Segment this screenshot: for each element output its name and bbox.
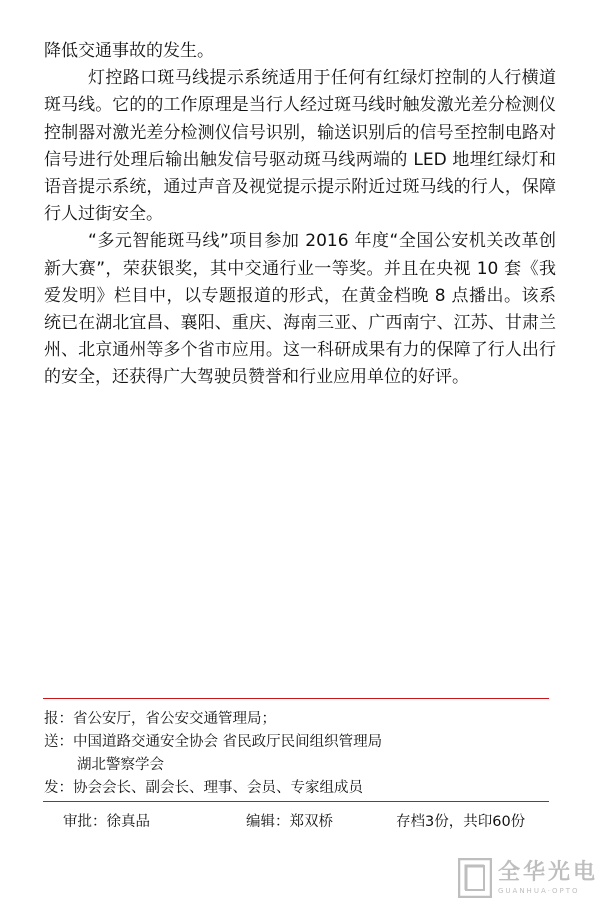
top-divider [43, 698, 549, 699]
approver: 审批：徐真品 [63, 814, 150, 830]
watermark [458, 858, 598, 898]
distribution-list [44, 708, 550, 800]
issue-to-line: 发：协会会长、副会长、理事、会员、专家组成员 [44, 780, 363, 796]
archive-info: 存档3份，共印60份 [396, 814, 526, 830]
paragraph-1: 降低交通事故的发生。 [44, 41, 214, 61]
watermark-brand: 全华光电 [497, 860, 598, 885]
bottom-divider [43, 801, 549, 802]
article-body [44, 38, 556, 392]
watermark-brand-en: GUANHUA·OPTO [497, 887, 580, 895]
paragraph-2: 灯控路口斑马线提示系统适用于任何有红绿灯控制的人行横道斑马线。它的的工作原理是当行人经过斑马线时触发激光差分检测仪控制器对激光差分检测仪信号识别，输送识别后的信号至控制电路对信号进行处理后输出触发信号驱动斑马线两端的 LED 地埋红绿灯和语音提示系统，通过声音及视觉提示提示附近过斑马线的行人，保障行人过街安全。 [44, 68, 556, 225]
editor: 编辑：郑双桥 [246, 814, 333, 830]
watermark-logo-icon [458, 858, 492, 898]
send-to-line: 送：中国道路交通安全协会 省民政厅民间组织管理局 [44, 734, 383, 750]
report-to-line: 报：省公安厅，省公安交通管理局； [44, 711, 276, 727]
send-to-continuation: 湖北警察学会 [77, 757, 164, 773]
paragraph-3: “多元智能斑马线”项目参加 2016 年度“全国公安机关改革创新大赛”，荣获银奖，其中交通行业一等奖。并且在央视 10 套《我爱发明》栏目中，以专题报道的形式，在黄金档晚 8 点播出。该系统已在湖北宜昌、襄阳、重庆、海南三亚、广西南宁、江苏、甘肃兰州、北京通州等多个省市应用。这一科研成果有力的保障了行人出行的安全，还获得广大驾驶员赞誉和行业应用单位的好评。 [44, 231, 556, 388]
